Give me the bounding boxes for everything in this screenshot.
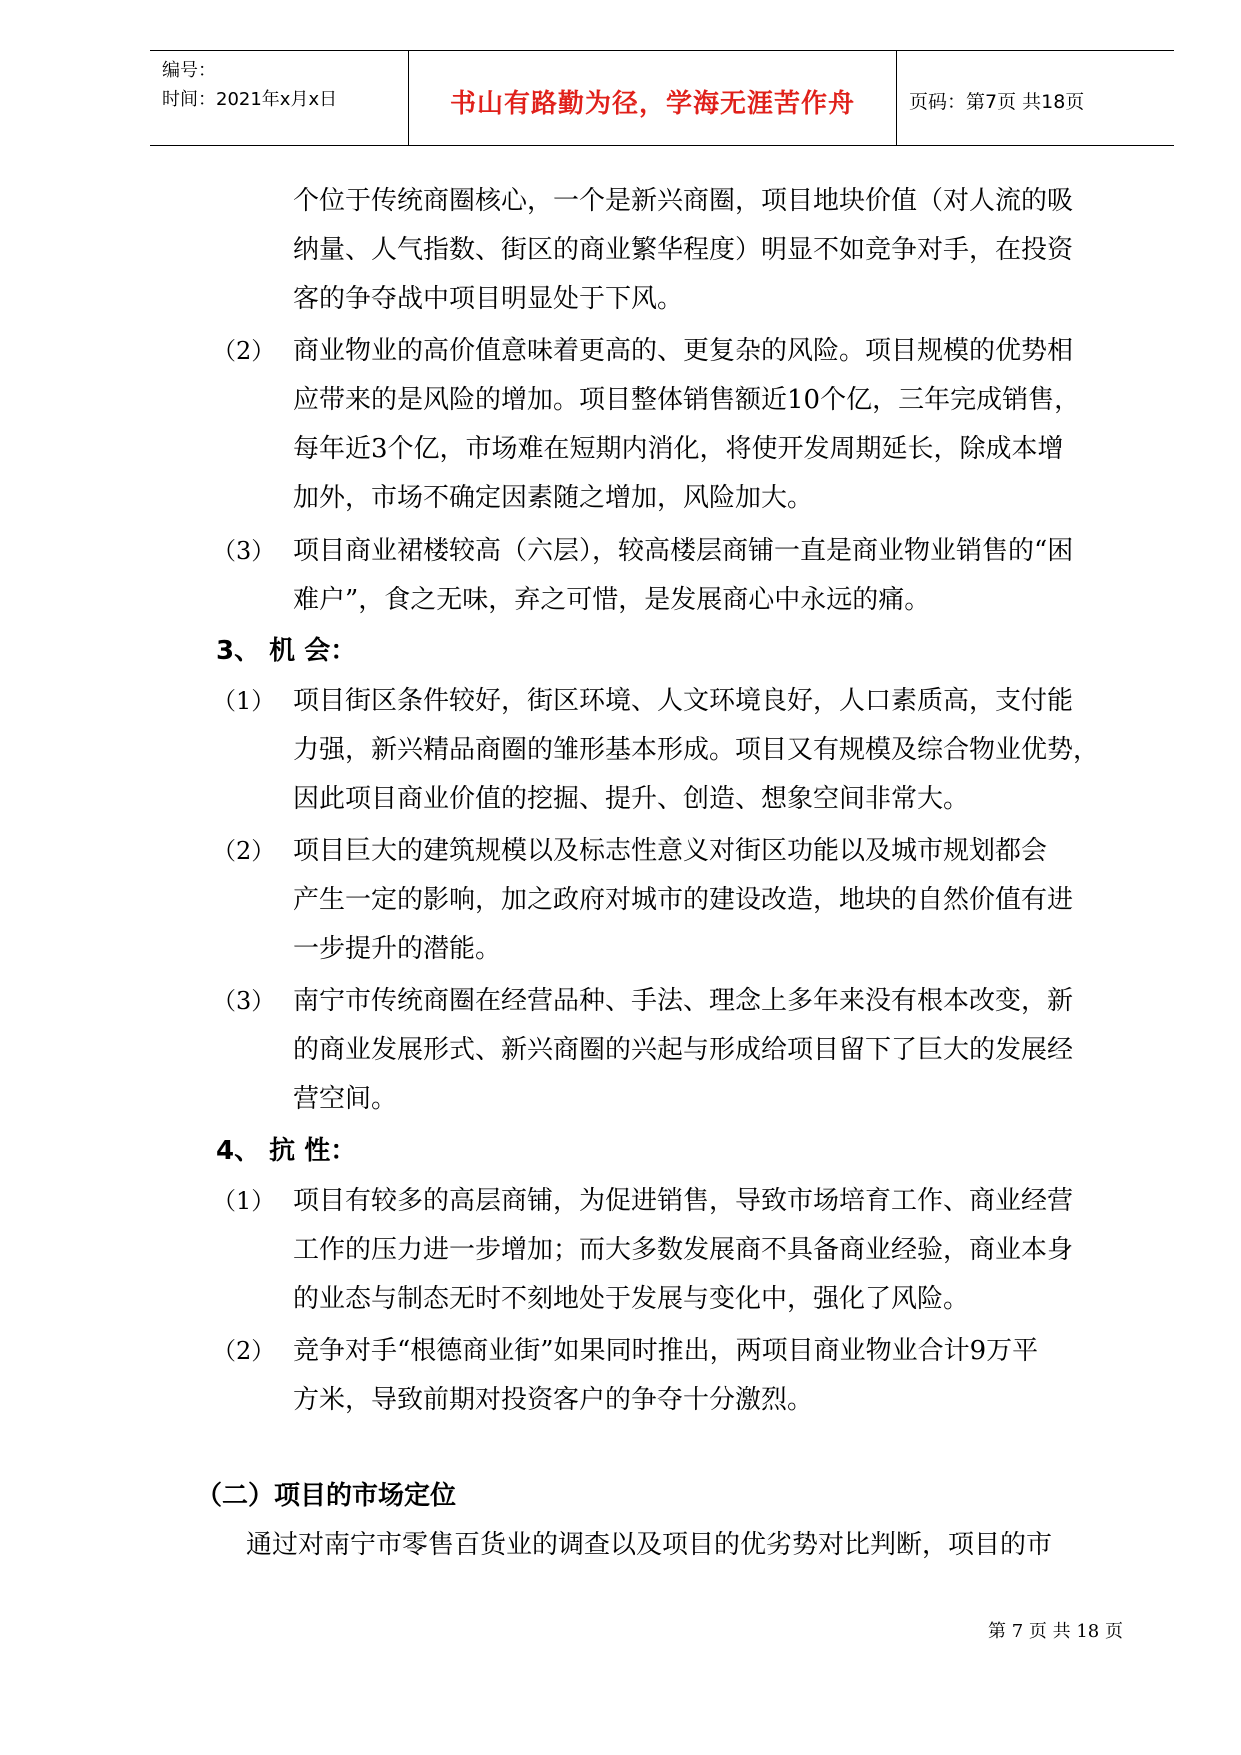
body-line: 一步提升的潜能。 <box>293 934 502 964</box>
header-motto: 书山有路勤为径，学海无涯苦作舟 <box>449 89 855 119</box>
item-number: （1） <box>212 687 276 715</box>
body-line: 通过对南宁市零售百货业的调查以及项目的优劣势对比判断，项目的市 <box>246 1530 1053 1560</box>
section-heading-opportunity: 3、 机 会： <box>216 636 357 666</box>
body-line: 应带来的是风险的增加。项目整体销售额近10个亿，三年完成销售， <box>293 385 1081 415</box>
body-line: 个位于传统商圈核心，一个是新兴商圈，项目地块价值（对人流的吸 <box>293 186 1074 216</box>
document-time-label: 时间：2021年x月x日 <box>162 89 338 110</box>
item-number: （2） <box>212 1337 276 1365</box>
body-line: 每年近3个亿，市场难在短期内消化，将使开发周期延长，除成本增 <box>293 434 1064 464</box>
item-number: （1） <box>212 1187 276 1215</box>
header-page-code: 页码：第7页 共18页 <box>909 91 1085 113</box>
body-line: 客的争夺战中项目明显处于下风。 <box>293 284 684 314</box>
body-line: 营空间。 <box>293 1084 398 1114</box>
body-line: 商业物业的高价值意味着更高的、更复杂的风险。项目规模的优势相 <box>293 336 1074 366</box>
header-page-cell <box>897 51 1174 145</box>
page-footer: 第 7 页 共 18 页 <box>988 1621 1123 1642</box>
body-line: 方米，导致前期对投资客户的争夺十分激烈。 <box>293 1385 814 1415</box>
body-line: 纳量、人气指数、街区的商业繁华程度）明显不如竞争对手，在投资 <box>293 235 1074 265</box>
body-line: 加外，市场不确定因素随之增加，风险加大。 <box>293 483 814 513</box>
body-line: 产生一定的影响，加之政府对城市的建设改造，地块的自然价值有进 <box>293 885 1074 915</box>
item-number: （3） <box>212 537 276 565</box>
body-line: 力强，新兴精品商圈的雏形基本形成。项目又有规模及综合物业优势， <box>293 735 1100 765</box>
item-number: （2） <box>212 337 276 365</box>
section-heading-market-positioning: （二）项目的市场定位 <box>196 1481 457 1511</box>
body-line: 项目有较多的高层商铺，为促进销售，导致市场培育工作、商业经营 <box>293 1186 1074 1216</box>
section-heading-resistance: 4、 抗 性： <box>216 1136 357 1166</box>
body-line: 工作的压力进一步增加；而大多数发展商不具备商业经验，商业本身 <box>293 1235 1074 1265</box>
header-meta-cell <box>150 51 409 145</box>
body-line: 项目巨大的建筑规模以及标志性意义对街区功能以及城市规划都会 <box>293 836 1048 866</box>
body-line: 竞争对手“根德商业街”如果同时推出，两项目商业物业合计9万平 <box>293 1336 1039 1366</box>
header-motto-cell <box>409 51 897 145</box>
item-number: （2） <box>212 837 276 865</box>
body-line: 的业态与制态无时不刻地处于发展与变化中，强化了风险。 <box>293 1284 970 1314</box>
document-number-label: 编号： <box>162 60 216 81</box>
body-line: 因此项目商业价值的挖掘、提升、创造、想象空间非常大。 <box>293 784 970 814</box>
body-line: 难户”，食之无味，弃之可惜，是发展商心中永远的痛。 <box>293 585 931 615</box>
body-line: 项目街区条件较好，街区环境、人文环境良好，人口素质高，支付能 <box>293 686 1074 716</box>
item-number: （3） <box>212 987 276 1015</box>
body-line: 南宁市传统商圈在经营品种、手法、理念上多年来没有根本改变，新 <box>293 986 1074 1016</box>
body-line: 的商业发展形式、新兴商圈的兴起与形成给项目留下了巨大的发展经 <box>293 1035 1074 1065</box>
page-header <box>150 50 1174 146</box>
body-line: 项目商业裙楼较高（六层），较高楼层商铺一直是商业物业销售的“困 <box>293 536 1074 566</box>
